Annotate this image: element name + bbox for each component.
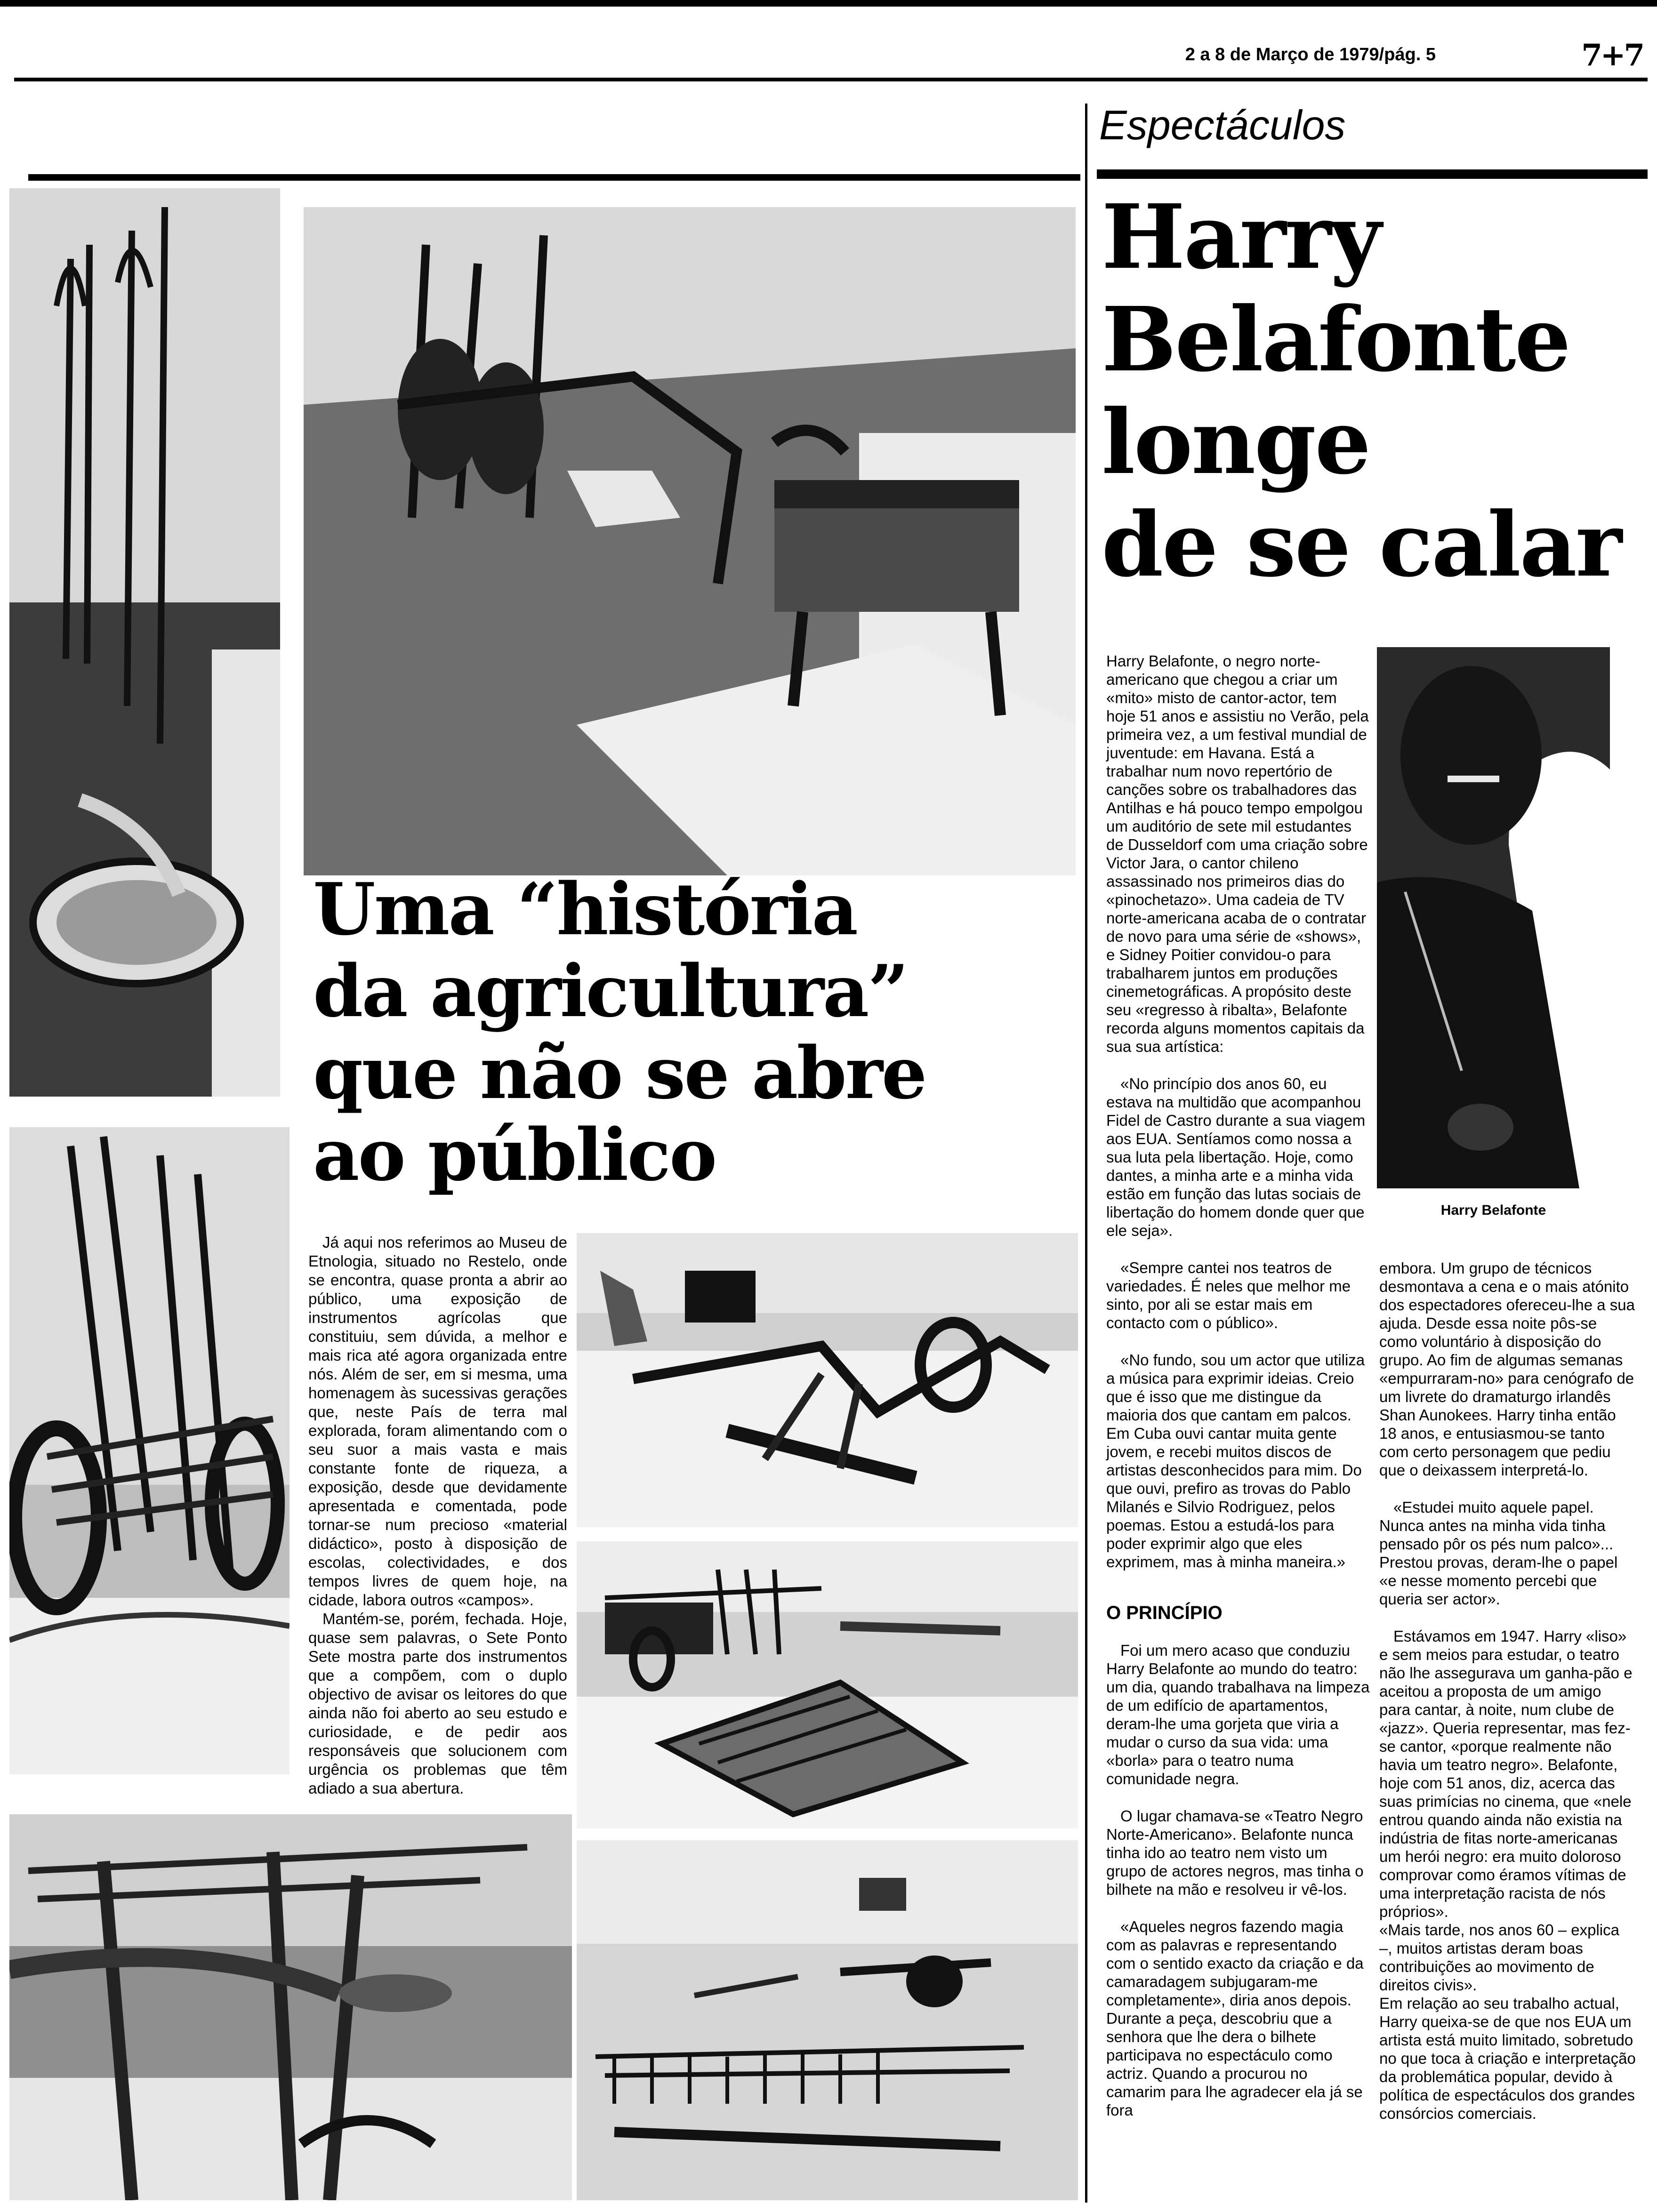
agri-headline-line-1: Uma “história: [313, 867, 857, 951]
belafonte-headline-line-1: Harry: [1102, 185, 1380, 289]
agri-paragraph-1: Já aqui nos referimos ao Museu de Etnologia, situado no Restelo, onde se encontra, quase pronta a abrir ao público, uma exposição de instrumentos agrícolas que constituiu, sem dúvida, a melhor e mais rica até agora organizada entre nós. Além de ser, em si mesma, uma homenagem às sucessivas gerações que, neste País de terra mal explorada, foram alimentando com o seu suor a mais vasta e mais constante fonte de riqueza, a exposição, desde que devidamente apresentada e comentada, pode tornar-se num precioso «material didáctico», posto à disposição de escolas, colectividades, e dos tempos livres de quem hoje, na cidade, labora outros «campos».: [308, 1234, 567, 1609]
belafonte-col1: [1106, 652, 1370, 2119]
agri-headline-line-4: ao público: [313, 1113, 716, 1197]
agri-body: [308, 1233, 567, 1798]
belafonte-headline-line-2: Belafonte: [1102, 288, 1570, 392]
belafonte-headline: [1102, 186, 1652, 596]
photo-plough: [577, 1233, 1078, 1527]
belafonte-headline-line-3: longe: [1102, 390, 1370, 494]
subhead-principio: O PRINCÍPIO: [1106, 1603, 1223, 1623]
photo-gallery-bottom-left: [9, 1814, 572, 2200]
belafonte-headline-line-4: de se calar: [1102, 493, 1621, 597]
principio-paragraph-3: «Aqueles negros fazendo magia com as palavras e representando com o sentido exacto da criação e da camaradagem subjugaram-me completamente», diria anos depois. Durante a peça, descobriu que a senhora que lhe dera o bilhete participava no espectáculo como actriz. Quando a procurou no camarim para lhe agradecer ela já se fora: [1106, 1918, 1364, 2119]
col2-paragraph-4: Estávamos em 1947. Harry «liso» e sem meios para estudar, o teatro não lhe assegurava um ganha-pão e aceitou a proposta de um amigo para cantar, à noite, num clube de «jazz». Queria representar, mas fez-se cantor, «porque realmente não havia um teatro negro». Belafonte, hoje com 51 anos, diz, acerca das suas primícias no cinema, que «nele entrou quando ainda não existia na indústria de fitas norte-americanas um herói negro: era muito doloroso comprovar como éramos vítimas de uma interpretação racista de nós próprios».: [1379, 1627, 1633, 1920]
header-rule: [14, 78, 1648, 81]
agri-headline: [313, 868, 1085, 1196]
principio-paragraph-1: Foi um mero acaso que conduziu Harry Belafonte ao mundo do teatro: um dia, quando trabalhava na limpeza de um edifício de apartamentos, deram-lhe uma gorjeta que viria a mudar o curso da sua vida: uma «borla» para o teatro numa comunidade negra.: [1106, 1642, 1370, 1787]
col2-paragraph-1: embora. Um grupo de técnicos desmontava a cena e o mais atónito dos espectadores ofereceu-lhe a sua ajuda. Desde essa noite pôs-se como voluntário à disposição do grupo. Ao fim de algumas semanas «empurraram-no» para cenógrafo de um livrete do dramaturgo irlandês Shan Aunokees. Harry tinha então 18 anos, e entusiasmou-se tanto com certo personagem que pediu que o deixassem interpretá-lo.: [1379, 1259, 1635, 1479]
publication-logo: 7+7: [1581, 38, 1643, 73]
section-label: Espectáculos: [1099, 102, 1346, 148]
section-rule: [1097, 169, 1648, 179]
agri-headline-line-3: que não se abre: [313, 1031, 926, 1115]
photo-gallery-bottom-right: [577, 1840, 1078, 2200]
photo-harrow: [577, 1541, 1078, 1828]
belafonte-intro: Harry Belafonte, o negro norte-americano que chegou a criar um «mito» misto de cantor-actor, tem hoje 51 anos e assistiu no Verão, pela primeira vez, a um festival mundial de juventude: em Havana. Está a trabalhar num novo repertório de canções sobre os trabalhadores das Antilhas e há pouco tempo empolgou um auditório de sete mil estudantes de Dusseldorf com uma criação sobre Victor Jara, o cantor chileno assassinado nos primeiros dias do «pinochetazo». Uma cadeia de TV norte-americana acaba de o contratar de novo para uma série de «shows», e Sidney Poitier convidou-o para trabalharem juntos em produções cinemetográficas. A propósito deste seu «regresso à ribalta», Belafonte recorda alguns momentos capitais da sua sua artística:: [1106, 652, 1369, 1055]
belafonte-quote-3: «No fundo, sou um actor que utiliza a música para exprimir ideias. Creio que é isso que me distingue da maioria dos que cantam em palcos. Em Cuba ouvi cantar muita gente jovem, e recebi muitos discos de artistas desconhecidos para mim. Do que ouvi, prefiro as trovas do Pablo Milanés e Silvio Rodriguez, pelos poemas. Estou a estudá-los para poder exprimir algo que eles exprimem, mas à minha maneira.»: [1106, 1351, 1365, 1571]
belafonte-quote-2: «Sempre cantei nos teatros de variedades. É neles que melhor me sinto, por ali se estar mais em contacto com o público».: [1106, 1259, 1351, 1331]
principio-paragraph-2: O lugar chamava-se «Teatro Negro Norte-Americano». Belafonte nunca tinha ido ao teatro nem visto um grupo de actores negros, mas tinha o bilhete na mão e resolveu ir vê-los.: [1106, 1807, 1364, 1898]
top-border: [0, 0, 1657, 7]
date-page-line: 2 a 8 de Março de 1979/pág. 5: [1185, 45, 1436, 64]
column-divider: [1085, 104, 1087, 2203]
left-top-rule: [28, 174, 1080, 181]
agri-paragraph-2: Mantém-se, porém, fechada. Hoje, quase sem palavras, o Sete Ponto Sete mostra parte dos instrumentos que a compõem, com o duplo objectivo de avisar os leitores do que ainda não foi aberto ao seu estudo e curiosidade, e de pedir aos responsáveis que solucionem com urgência os problemas que têm adiado a sua abertura.: [308, 1610, 567, 1797]
col2-paragraph-2: «Estudei muito aquele papel. Nunca antes na minha vida tinha pensado pôr os pés num palco»...: [1379, 1499, 1614, 1553]
photo-cart-frame: [9, 1127, 290, 1774]
belafonte-quote-1: «No princípio dos anos 60, eu estava na multidão que acompanhou Fidel de Castro durante a sua viagem aos EUA. Sentíamos como nossa a sua luta pela libertação. Hoje, como dantes, a minha arte e a minha vida estão em função das lutas sociais de libertação do homem donde quer que ele seja».: [1106, 1075, 1366, 1239]
photo-gallery-cart: [304, 207, 1076, 875]
col2-paragraph-6: Em relação ao seu trabalho actual, Harry queixa-se de que nos EUA um artista está muito limitado, sobretudo no que toca à criação e interpretação da problemática popular, devido à política de espectáculos dos grandes consórcios comerciais.: [1379, 1995, 1636, 2122]
agri-headline-line-2: da agricultura”: [313, 949, 908, 1033]
portrait-caption: Harry Belafonte: [1440, 1202, 1546, 1218]
belafonte-col2: [1379, 1259, 1636, 2123]
photo-belafonte-portrait: [1377, 647, 1610, 1188]
col2-paragraph-3: Prestou provas, deram-lhe o papel «e nesse momento percebi que queria ser actor».: [1379, 1554, 1618, 1608]
photo-wall-tools: [9, 188, 280, 1097]
col2-paragraph-5: «Mais tarde, nos anos 60 – explica –, muitos artistas deram boas contribuições ao movimento de direitos civis».: [1379, 1921, 1619, 1994]
